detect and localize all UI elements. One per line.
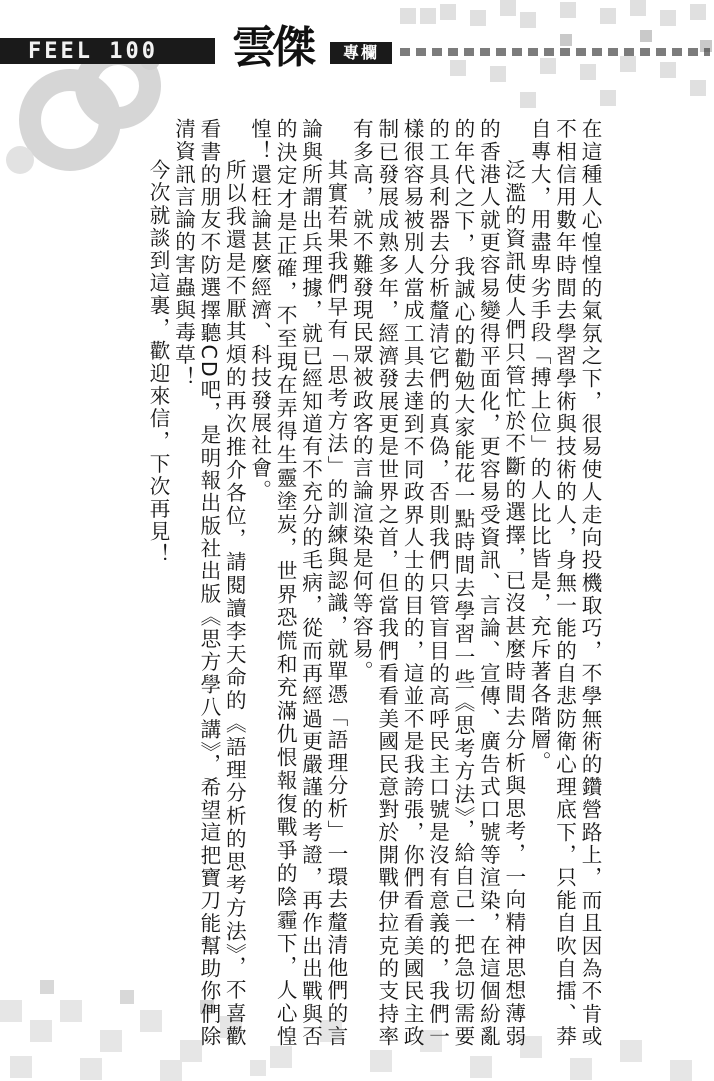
article-paragraph-1: 在這種人心惶惶的氣氛之下，很易使人走向投機取巧，不學無術的鑽營路上，而且因為不肯或不相信用數年時間去學習學術與技術的人，身無一能的自悲防衛心理底下，只能自吹自擂、莽自專大，用盡卑劣手段「搏上位」的人比比皆是，充斥著各階層。 (527, 118, 602, 1048)
header-dash-line (400, 48, 710, 56)
article-paragraph-4: 所以我還是不厭其煩的再次推介各位，請閱讀李天命的《語理分析的思考方法》，不喜歡看書的朋友不防選擇聽CD吧，是明報出版社出版《思方學八講》，希望這把寶刀能幫助你們除清資訊言論的害蟲與毒草！ (171, 118, 247, 1048)
decor-circle (6, 146, 34, 174)
column-header (0, 22, 714, 80)
series-label: FEEL 100 (28, 39, 158, 64)
article-body (145, 118, 602, 1048)
article-paragraph-2: 泛濫的資訊使人們只管忙於不斷的選擇，已沒甚麼時間去分析與思考，一向精神思想薄弱的香港人就更容易變得平面化，更容易受資訊、言論、宣傳、廣告式口號等渲染，在這個紛亂的年代之下，我誠心的勸勉大家能花一點時間去學習一些《思考方法》，給自己一把急切需要的工具利器去分析釐清它們的真偽，否則我們只管盲目的高呼民主口號是沒有意義的，我們一樣很容易被別人當成工具去達到不同政界人士的目的，這並不是我誇張，你們看看美國民主政制已發展成熟多年，經濟發展更是世界之首，但當我們看看美國民意對於開戰伊拉克的支持率有多高，就不難發現民眾被政客的言論渲染是何等容易。 (349, 118, 526, 1048)
article-paragraph-3: 其實若果我們早有「思考方法」的訓練與認識，就單憑「語理分析」一環去釐清他們的言論與所謂出兵理據，就已經知道有不充分的毛病，從而再經過更嚴謹的考證，再作出出戰與否的決定才是正確，不至現在弄得生靈塗炭，世界恐慌和充滿仇恨報復戰爭的陰霾下，人心惶惶！還枉論甚麼經濟、科技發展社會。 (247, 118, 348, 1048)
column-tag: 專欄 (330, 42, 392, 64)
author-name: 雲傑 (232, 22, 312, 73)
article-paragraph-5: 今次就談到這裏，歡迎來信，下次再見！ (146, 159, 171, 566)
